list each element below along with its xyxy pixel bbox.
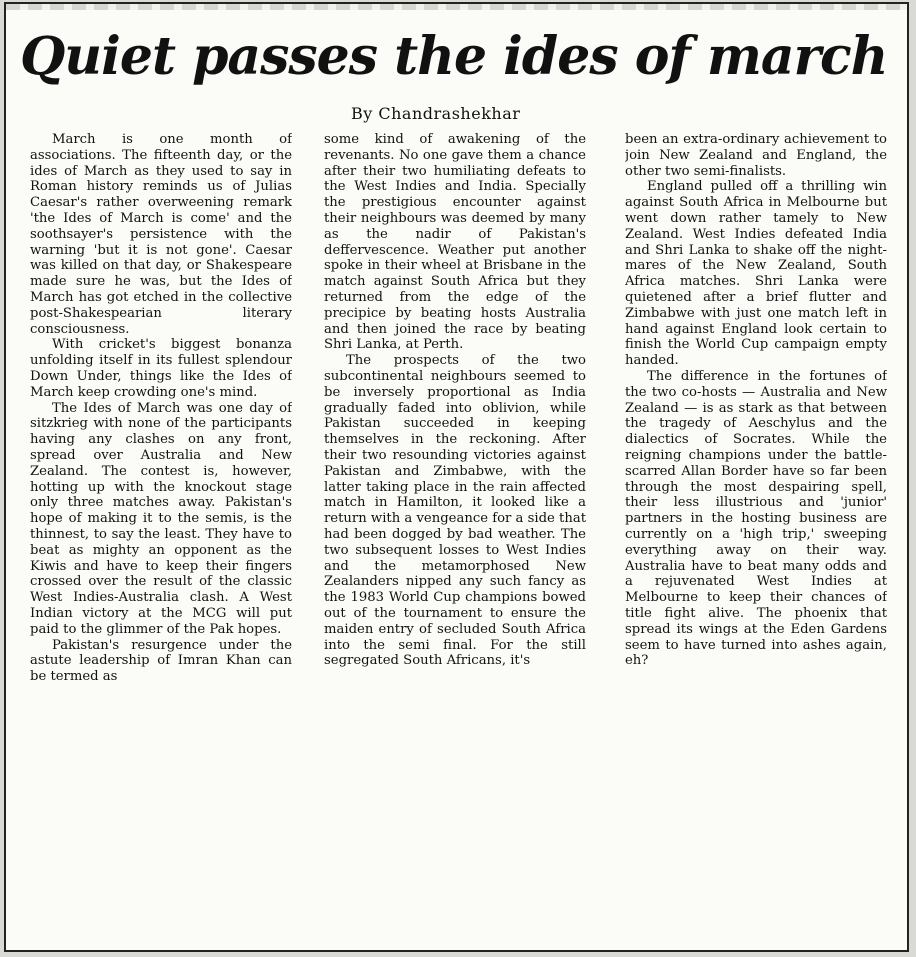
- paragraph: With cricket's biggest bonanza unfolding itself in its fullest splendour Down Under, things like the Ides of March keep crowding one's mind.: [30, 337, 292, 400]
- paragraph: March is one month of associations. The fifteenth day, or the ides of March as they used to say in Roman history reminds us of Julias Caesar's rather overweening remark 'the Ides of March is come' and the soothsayer's persistence with the warning 'but it is not gone'. Caesar was killed on that day, or Shakespeare made sure he was, but the Ides of March has got etched in the collective post-Shakespearian literary consciousness.: [30, 132, 292, 337]
- article-column-2: [324, 132, 586, 947]
- paragraph: some kind of awakening of the revenants. No one gave them a chance after their two humiliating defeats to the West Indies and India. Specially the prestigious encounter against their neighbours was deemed by many as the nadir of Pakistan's deffervescence. Weather put another spoke in their wheel at Brisbane in the match against South Africa but they returned from the edge of the precipice by beating hosts Australia and then joined the race by beating Shri Lanka, at Perth.: [324, 132, 586, 353]
- article-column-3: [625, 132, 887, 947]
- article-column-1: [30, 132, 292, 947]
- paragraph: England pulled off a thrilling win against South Africa in Melbourne but went down rather tamely to New Zealand. West Indies defeated India and Shri Lanka to shake off the night-mares of the New Zealand, South Africa matches. Shri Lanka were quietened after a brief flutter and Zimbabwe with just one match left in hand against England look certain to finish the World Cup campaign empty handed.: [625, 179, 887, 369]
- paragraph: Pakistan's resurgence under the astute leadership of Imran Khan can be termed as: [30, 637, 292, 685]
- paragraph: The prospects of the two subcontinental neighbours seemed to be inversely proportional as India gradually faded into oblivion, while Pakistan succeeded in keeping themselves in the reckoning. After their two resounding victories against Pakistan and Zimbabwe, with the latter taking place in the rain affected match in Hamilton, it looked like a return with a vengeance for a side that had been dogged by bad weather. The two subsequent losses to West Indies and the metamorphosed New Zealanders nipped any such fancy as the 1983 World Cup champions bowed out of the tournament to ensure the maiden entry of secluded South Africa into the semi final. For the still segregated South Africans, it's: [324, 353, 586, 669]
- byline: By Chandrashekhar: [351, 104, 521, 123]
- paragraph: The Ides of March was one day of sitzkrieg with none of the participants having any clashes on any front, spread over Australia and New Zealand. The contest is, however, hotting up with the knockout stage only three matches away. Pakistan's hope of making it to the semis, is the thinnest, to say the least. They have to beat as mighty an opponent as the Kiwis and have to keep their fingers crossed over the result of the classic West Indies-Australia clash. A West Indian victory at the MCG will put paid to the glimmer of the Pak hopes.: [30, 400, 292, 637]
- paragraph: been an extra-ordinary achievement to join New Zealand and England, the other two semi-finalists.: [625, 132, 887, 179]
- paragraph: The difference in the fortunes of the two co-hosts — Australia and New Zealand — is as stark as that between the tragedy of Aeschylus and the dialectics of Socrates. While the reigning champions under the battle-scarred Allan Border have so far been through the most despairing spell, their less illustrious and 'junior' partners in the hosting business are currently on a 'high trip,' sweeping everything away on their way. Australia have to beat many odds and a rejuvenated West Indies at Melbourne to keep their chances of title fight alive. The phoenix that spread its wings at the Eden Gardens seem to have turned into ashes again, eh?: [625, 368, 887, 669]
- newspaper-clipping: [4, 2, 909, 952]
- headline: Quiet passes the ides of march: [20, 26, 888, 87]
- torn-top-edge: [6, 4, 907, 10]
